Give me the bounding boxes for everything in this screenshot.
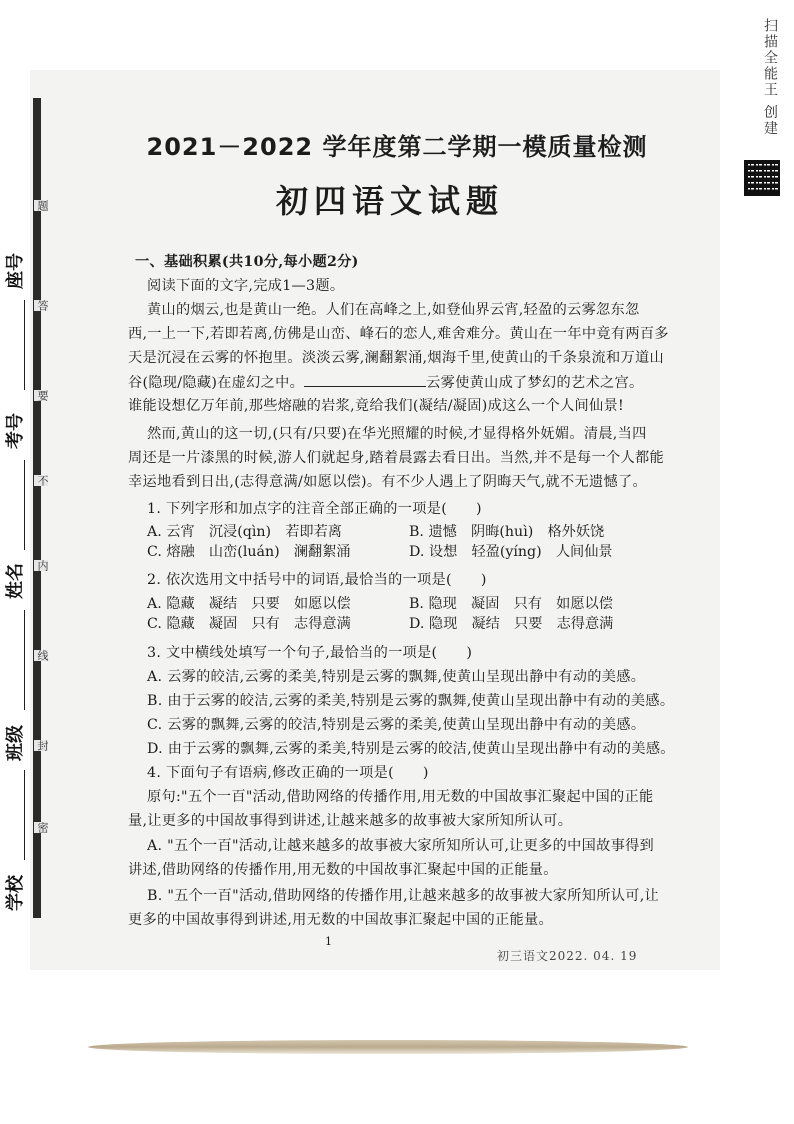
section-heading: 一、基础积累(共10分,每小题2分) — [135, 254, 359, 270]
question-1-options — [147, 522, 687, 562]
instruction: 阅读下面的文字,完成1—3题。 — [147, 278, 345, 294]
field-line[interactable] — [24, 460, 25, 550]
passage-text: 云雾使黄山成了梦幻的艺术之宫。 — [426, 375, 644, 391]
option-b[interactable]: B. 隐现 凝固 只有 如愿以偿 — [409, 596, 613, 612]
seal-mark: 封 — [36, 740, 49, 751]
page-curl-shadow — [88, 1040, 688, 1054]
scanner-watermark: 扫描全能王 创建 — [762, 18, 778, 137]
question-1-stem: 1. 下列字形和加点字的注音全部正确的一项是( ) — [147, 501, 482, 517]
option-a[interactable]: A. 云宵 沉浸(qìn) 若即若离 — [147, 524, 342, 540]
question-2-stem: 2. 依次选用文中括号中的词语,最恰当的一项是( ) — [147, 572, 487, 588]
option-b[interactable]: 更多的中国故事得到讲述,用无数的中国故事汇聚起中国的正能量。 — [128, 912, 553, 928]
fill-blank[interactable] — [304, 372, 426, 387]
passage-line: 周还是一片漆黑的时候,游人们就起身,踏着晨露去看日出。当然,并不是每一个人都能 — [128, 450, 664, 466]
passage-line: 西,一上一下,若即若离,仿佛是山峦、峰石的恋人,难舍难分。黄山在一年中竟有两百多 — [128, 326, 669, 342]
field-name: 姓名 — [5, 563, 26, 599]
passage-line: 幸运地看到日出,(志得意满/如愿以偿)。有不少人遇上了阴晦天气,就不无遗憾了。 — [128, 474, 647, 490]
option-d[interactable]: D. 设想 轻盈(yíng) 人间仙景 — [409, 544, 613, 560]
passage-line: 黄山的烟云,也是黄山一绝。人们在高峰之上,如登仙界云宵,轻盈的云雾忽东忽 — [147, 302, 640, 318]
seal-mark: 线 — [36, 650, 49, 661]
option-b[interactable]: B. "五个一百"活动,借助网络的传播作用,让越来越多的故事被大家所知所认可,让 — [147, 888, 660, 904]
passage-text: 谷(隐现/隐藏)在虚幻之中。 — [128, 375, 305, 391]
exam-title: 2021－2022 学年度第二学期一模质量检测 — [146, 133, 648, 161]
option-a[interactable]: A. 隐藏 凝结 只要 如愿以偿 — [147, 596, 351, 612]
field-school: 学校 — [5, 875, 26, 911]
option-c[interactable]: C. 熔融 山峦(luán) 澜翻絮涌 — [147, 544, 351, 560]
seal-mark: 题 — [36, 200, 49, 211]
option-a[interactable]: A. "五个一百"活动,让越来越多的故事被大家所知所认可,让更多的中国故事得到 — [147, 838, 655, 854]
option-d[interactable]: D. 由于云雾的飘舞,云雾的柔美,特别是云雾的皎洁,使黄山呈现出静中有动的美感。 — [147, 741, 675, 757]
option-d[interactable]: D. 隐现 凝结 只要 志得意满 — [409, 616, 614, 632]
option-b[interactable]: B. 由于云雾的皎洁,云雾的柔美,特别是云雾的飘舞,使黄山呈现出静中有动的美感。 — [147, 693, 675, 709]
seal-mark: 内 — [36, 560, 49, 571]
subject-title: 初四语文试题 — [275, 182, 504, 220]
option-c[interactable]: C. 隐藏 凝固 只有 志得意满 — [147, 616, 351, 632]
passage-line: 谁能设想亿万年前,那些熔融的岩浆,竟给我们(凝结/凝固)成这么一个人间仙景! — [128, 398, 624, 414]
field-line[interactable] — [24, 300, 25, 390]
seal-mark: 密 — [36, 822, 49, 833]
seal-mark: 要 — [36, 390, 49, 401]
question-4-stem: 4. 下面句子有语病,修改正确的一项是( ) — [147, 765, 429, 781]
original-sentence: 原句:"五个一百"活动,借助网络的传播作用,用无数的中国故事汇聚起中国的正能 — [147, 789, 654, 805]
passage-line: 天是沉浸在云雾的怀抱里。淡淡云雾,澜翻絮涌,烟海千里,使黄山的千条泉流和万道山 — [128, 350, 664, 366]
field-seat-number: 座号 — [5, 253, 26, 289]
field-exam-number: 考号 — [5, 413, 26, 449]
option-c[interactable]: C. 云雾的飘舞,云雾的皎洁,特别是云雾的柔美,使黄山呈现出静中有动的美感。 — [147, 717, 646, 733]
seal-mark: 不 — [36, 475, 49, 486]
passage-line — [128, 372, 703, 393]
field-line[interactable] — [24, 770, 25, 860]
option-a[interactable]: A. 云雾的皎洁,云雾的柔美,特别是云雾的飘舞,使黄山呈现出静中有动的美感。 — [147, 669, 646, 685]
passage-line: 然而,黄山的这一切,(只有/只要)在华光照耀的时候,才显得格外妩媚。清晨,当四 — [147, 426, 647, 442]
option-b[interactable]: B. 遗憾 阴晦(huì) 格外妖饶 — [409, 524, 605, 540]
page-number: 1 — [325, 935, 332, 948]
question-3-stem: 3. 文中横线处填写一个句子,最恰当的一项是( ) — [147, 645, 473, 661]
seal-mark: 答 — [36, 300, 49, 311]
footer-date: 初三语文2022. 04. 19 — [497, 949, 638, 963]
field-class: 班级 — [5, 725, 26, 761]
option-a[interactable]: 讲述,借助网络的传播作用,用无数的中国故事汇聚起中国的正能量。 — [128, 862, 558, 878]
question-2-options — [147, 594, 687, 634]
field-line[interactable] — [24, 610, 25, 710]
original-sentence: 量,让更多的中国故事得到讲述,让越来越多的故事被大家所知所认可。 — [128, 813, 573, 829]
